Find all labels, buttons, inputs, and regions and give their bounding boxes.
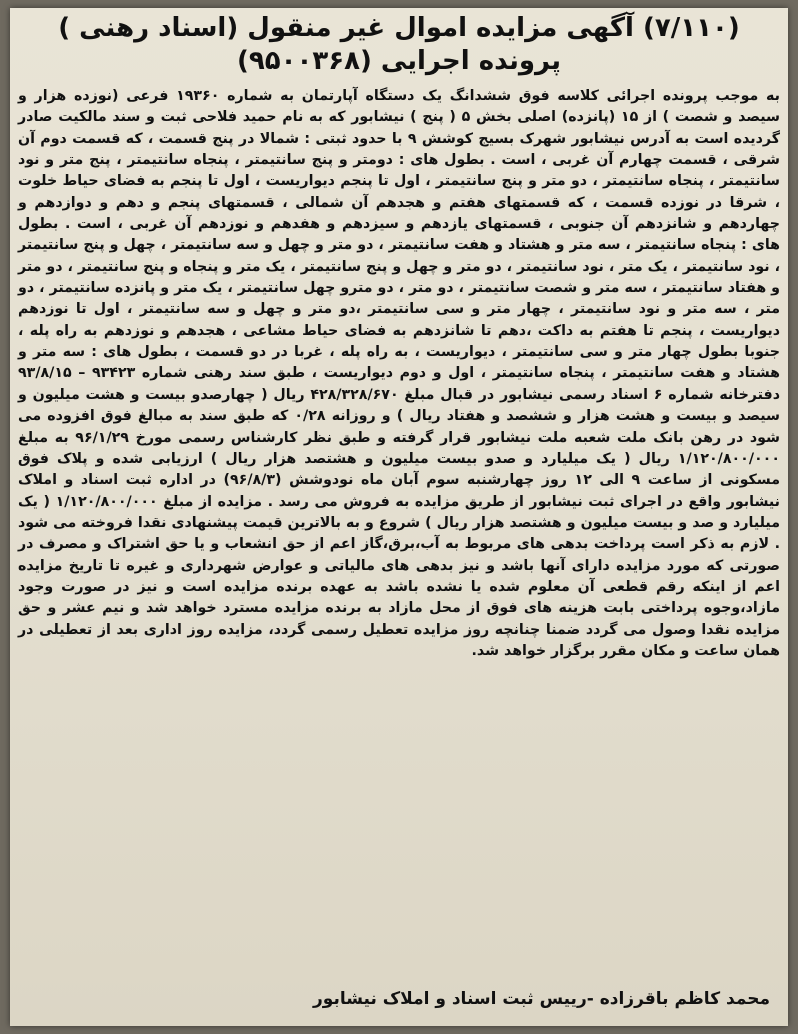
notice-title: (۷/۱۱۰) آگهی مزایده اموال غیر منقول (اسناد رهنی ) پرونده اجرایی (۹۵۰۰۳۶۸)	[58, 13, 740, 76]
notice-body: به موجب پرونده اجرائی کلاسه فوق ششدانگ یک دستگاه آپارتمان به شماره ۱۹۳۶۰ فرعی (نوزده هزار و سیصد و شصت ) از ۱۵ (پانزده) اصلی بخش ۵ ( پنج ) نیشابور که به نام حمید فلاحی ثبت و سند مالکیت صادر گردیده است به آدرس نیشابور شهرک بسیج کوشش ۹ با حدود ثبتی : شمالا در پنج قسمت ، که قسمت دوم آن شرقی ، قسمت چهارم آن غربی ، است . بطول های : دومتر و پنج سانتیمتر ، پنجاه سانتیمتر ، پنج متر و نود سانتیمتر ، پنجاه سانتیمتر ، دو متر و پنج سانتیمتر ، اول تا پنجم دیواریست ، اول تا پنجم به فضای حیاط خلوت ، شرقا در نوزده قسمت ، که قسمتهای هفتم و هجدهم آن شمالی ، قسمتهای پنجم و دهم و دوازدهم و چهاردهم و شانزدهم آن جنوبی ، قسمتهای یازدهم و سیزدهم و هفدهم و نوزدهم آن غربی ، است . بطول های : پنجاه سانتیمتر ، سه متر و هشتاد و هفت سانتیمتر ، دو متر و چهل و سه سانتیمتر ، چهل و پنج سانتیمتر ، نود سانتیمتر ، یک متر ، نود سانتیمتر ، دو متر و چهل و پنج سانتیمتر ، یک متر و پنجاه و پنج سانتیمتر ، دو متر و هفتاد سانتیمتر ، سه متر و شصت سانتیمتر ، دو متر ، دو مترو چهل سانتیمتر ، یک متر و پانزده سانتیمتر ، دو متر ، سه متر و نود سانتیمتر ، چهار متر و سی سانتیمتر ،دو متر و چهل و سه سانتیمتر ، اول تا نوزدهم دیواریست ، پنجم تا هفتم به داکت ،دهم تا شانزدهم به فضای حیاط مشاعی ، هجدهم و نوزدهم به راه پله ، جنوبا بطول چهار متر و سی سانتیمتر ، دیواریست ، به راه پله ، غربا در دو قسمت ، بطول های : سه متر و هشتاد و هفت سانتیمتر ، پنجاه سانتیمتر ، اول و دوم دیواریست ، طبق سند رهنی شماره ۹۳۴۲۳ – ۹۳/۸/۱۵ دفترخانه شماره ۶ اسناد رسمی نیشابور در قبال مبلغ ۴۲۸/۳۲۸/۶۷۰ ریال ( چهارصدو بیست و هشت میلیون و سیصد و بیست و هشت هزار و ششصد و هفتاد ریال ) و روزانه ۰/۲۸ که طبق سند به مبالغ فوق افزوده می شود در رهن بانک ملت شعبه ملت نیشابور قرار گرفته و طبق نظر کارشناس رسمی مورخ ۹۶/۱/۲۹ به مبلغ ۱/۱۲۰/۸۰۰/۰۰۰ ریال ( یک میلیارد و صدو بیست میلیون و هشتصد هزار ریال ) ارزیابی شده و پلاک فوق مسکونی از ساعت ۹ الی ۱۲ روز چهارشنبه سوم آبان ماه نودوشش (۹۶/۸/۳) در اداره ثبت اسناد و املاک نیشابور واقع در اجرای ثبت نیشابور از طریق مزایده به فروش می رسد . مزایده از مبلغ ۱/۱۲۰/۸۰۰/۰۰۰ ( یک میلیارد و صد و بیست میلیون و هشتصد هزار ریال ) شروع و به بالاترین قیمت پیشنهادی نقدا فروخته می شود . لازم به ذکر است پرداخت بدهی های مربوط به آب،برق،گاز اعم از حق انشعاب و یا حق اشتراک و مصرف در صورتی که مورد مزایده دارای آنها باشد و نیز بدهی های مالیاتی و عوارض شهرداری و غیره تا تاریخ مزایده اعم از اینکه رقم قطعی آن معلوم شده یا نشده باشد به عهده برنده مزایده است و نیز در صورت وجود مازاد،وجوه پرداختی بابت هزینه های فوق از محل مازاد به برنده مزایده مسترد خواهد شد و نیم عشر و حق مزایده نقدا وصول می گردد ضمنا چنانچه روز مزایده تعطیل رسمی گردد، مزایده روز اداری بعد از تعطیلی در همان ساعت و مکان مقرر برگزار خواهد شد.	[18, 88, 781, 659]
notice-signature: محمد کاظم باقرزاده -رییس ثبت اسناد و املاک نیشابور	[313, 989, 770, 1009]
newspaper-clipping	[10, 8, 788, 1026]
